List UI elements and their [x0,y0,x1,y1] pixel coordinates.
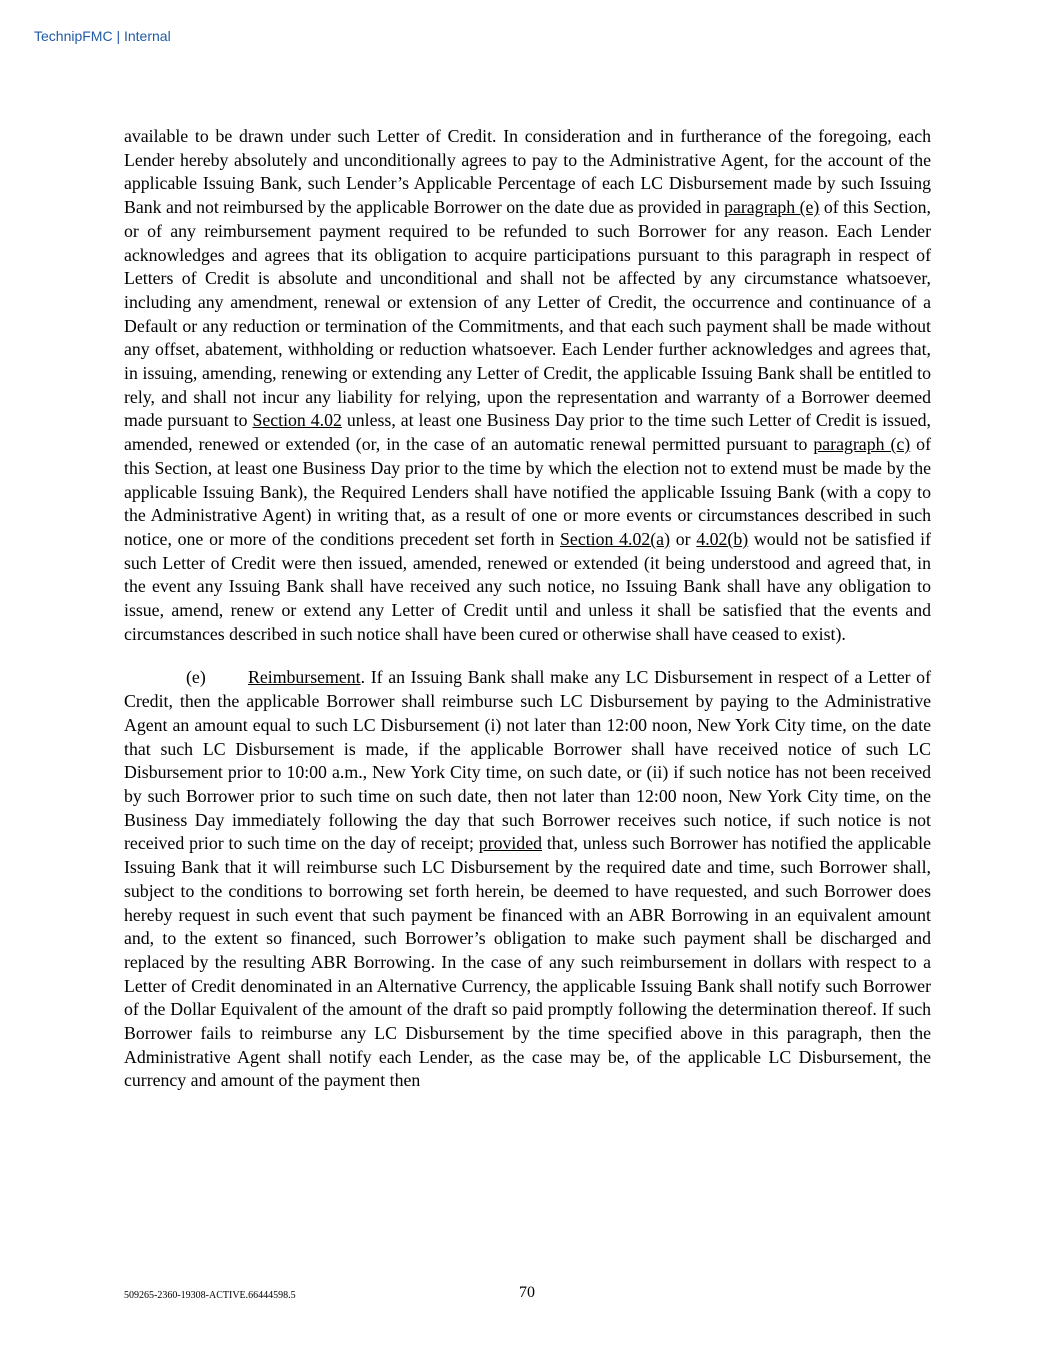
cross-reference: Section 4.02 [252,410,342,431]
cross-reference: 4.02(b) [696,528,749,549]
cross-reference: Section 4.02(a) [560,528,670,549]
text-run: that, unless such Borrower has notified the applicable Issuing Bank that it will reimburse such LC Disbursement by the required date and time, such Borrower shall, subject to the conditions to borrowing set forth herein, be deemed to have requested, and such Borrower does hereby request in such event that such payment be financed with an ABR Borrowing in an equivalent amount and, to the extent so financed, such Borrower’s obligation to make such payment shall be discharged and replaced by the resulting ABR Borrowing. In the case of any such reimbursement in dollars with respect to a Letter of Credit denominated in an Alternative Currency, the applicable Issuing Bank shall notify such Borrower of the Dollar Equivalent of the amount of the draft so paid promptly following the determination thereof. If such Borrower fails to reimburse any LC Disbursement by the time specified above in this paragraph, then the Administrative Agent shall notify each Lender, as the case may be, of the applicable LC Disbursement, the currency and amount of the payment then [124,833,931,1091]
defined-term: provided [478,833,542,854]
paragraph-number: (e) [186,667,206,688]
page-number: 70 [519,1284,535,1301]
footer-document-id: 509265-2360-19308-ACTIVE.66444598.5 [124,1290,296,1301]
paragraph-heading: Reimbursement [248,667,361,688]
text-run: or [669,528,697,549]
cross-reference: paragraph (c) [813,434,911,455]
text-run: unless, at least one Business Day prior to the time such Letter of Credit is issued, amended, renewed or extended (or, in the case of an automatic renewal permitted pursuant to [124,410,931,455]
text-run: of this Section, or of any reimbursement payment required to be refunded to such Borrower for any reason. Each Lender acknowledges and agrees that its obligation to acquire participations pursuant to this paragraph in respect of Letters of Credit is absolute and unconditional and shall not be affected by any circumstance whatsoever, including any amendment, renewal or extension of any Letter of Credit, the occurrence and continuance of a Default or any reduction or termination of the Commitments, and that each such payment shall be made without any offset, abatement, withholding or reduction whatsoever. Each Lender further acknowledges and agrees that, in issuing, amending, renewing or extending any Letter of Credit, the applicable Issuing Bank shall be entitled to rely, and shall not incur any liability for relying, upon the representation and warranty of a Borrower deemed made pursuant to [124,197,932,431]
cross-reference: paragraph (e) [724,197,820,218]
paragraph-continuation [124,125,931,646]
text-run: . If an Issuing Bank shall make any LC Disbursement in respect of a Letter of Credit, then the applicable Borrower shall reimburse such LC Disbursement by paying to the Administrative Agent an amount equal to such LC Disbursement (i) not later than 12:00 noon, New York City time, on the date that such LC Disbursement is made, if the applicable Borrower shall have received notice of such LC Disbursement prior to 10:00 a.m., New York City time, on such date, or (ii) if such notice has not been received by such Borrower prior to such time on such date, then not later than 12:00 noon, New York City time, on the Business Day immediately following the day that such Borrower receives such notice, if such notice is not received prior to such time on the day of receipt; [124,667,931,854]
text-run: available to be drawn under such Letter of Credit. In consideration and in furtherance of the foregoing, each Lender hereby absolutely and unconditionally agrees to pay to the Administrative Agent, for the account of the applicable Issuing Bank, such Lender’s Applicable Percentage of each LC Disbursement made by such Issuing Bank and not reimbursed by the applicable Borrower on the date due as provided in [124,126,931,218]
paragraph-reimbursement [124,666,931,1093]
text-run: of this Section, at least one Business Day prior to the time by which the election not to extend must be made by the applicable Issuing Bank), the Required Lenders shall have notified the applicable Issuing Bank (with a copy to the Administrative Agent) in writing that, as a result of one or more events or circumstances described in such notice, one or more of the conditions precedent set forth in [124,434,931,549]
classification-label: TechnipFMC | Internal [34,28,171,44]
text-run: would not be satisfied if such Letter of Credit were then issued, amended, renewed or extended (it being understood and agreed that, in the event any Issuing Bank shall have received any such notice, no Issuing Bank shall have any obligation to issue, amend, renew or extend any Letter of Credit until and unless it shall be satisfied that the events and circumstances described in such notice shall have been cured or otherwise shall have ceased to exist). [124,528,931,644]
document-body [124,125,931,1093]
